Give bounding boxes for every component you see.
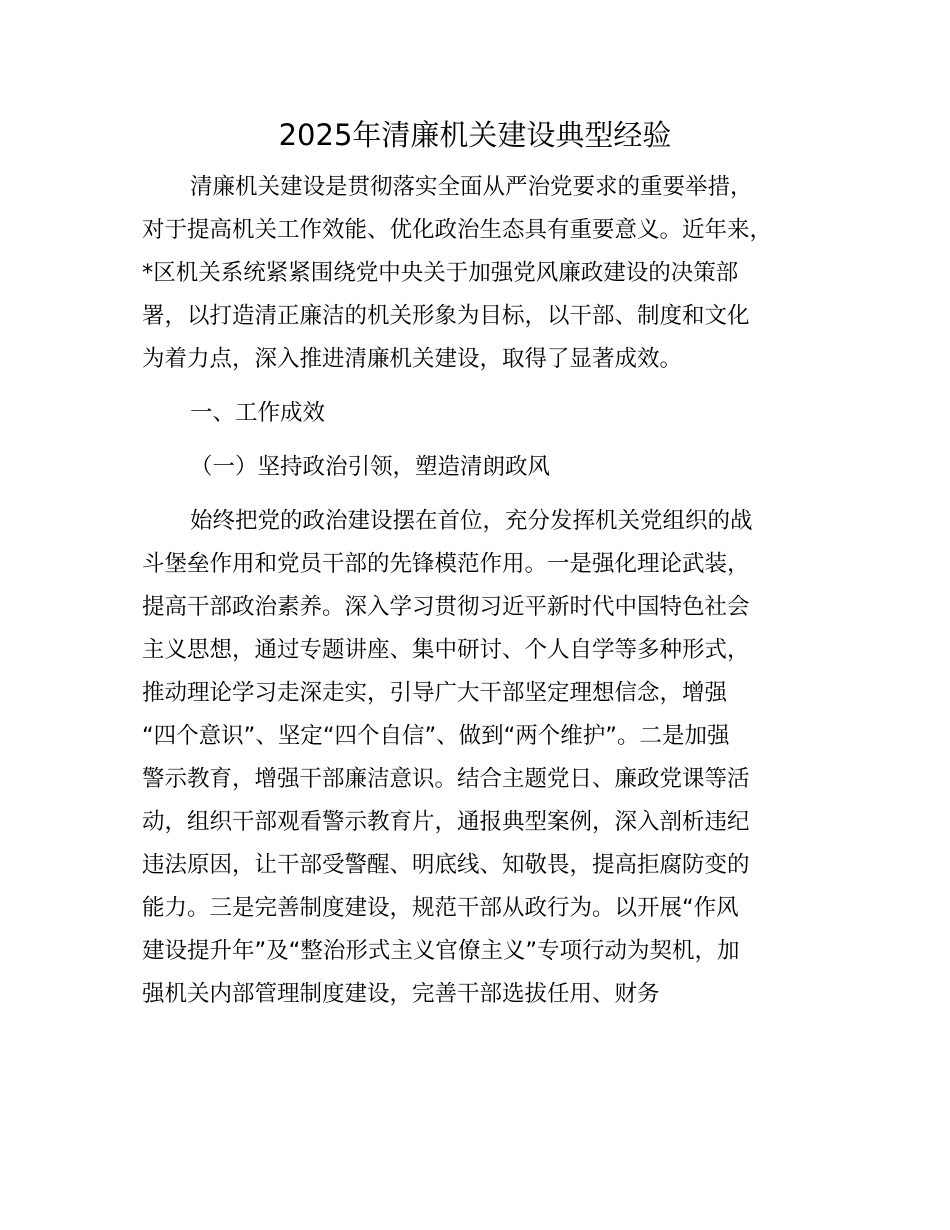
body-line-7: 警示教育，增强干部廉洁意识。结合主题党日、廉政党课等活 [142,766,750,792]
body-line-3: 提高干部政治素养。深入学习贯彻习近平新时代中国特色社会 [142,594,750,620]
intro-line-2: 对于提高机关工作效能、优化政治生态具有重要意义。近年来， [142,217,773,243]
section-heading: 一、工作成效 [190,400,326,426]
body-line-9: 违法原因，让干部受警醒、明底线、知敬畏，提高拒腐防变的 [142,852,750,878]
body-line-11: 建设提升年”及“整治形式主义官僚主义”专项行动为契机，加 [142,938,740,964]
body-line-1: 始终把党的政治建设摆在首位，充分发挥机关党组织的战 [190,508,753,534]
body-line-2: 斗堡垒作用和党员干部的先锋模范作用。一是强化理论武装， [142,551,750,577]
intro-line-1: 清廉机关建设是贯彻落实全面从严治党要求的重要举措， [190,174,753,200]
intro-line-3: *区机关系统紧紧围绕党中央关于加强党风廉政建设的决策部 [142,260,739,286]
body-line-8: 动，组织干部观看警示教育片，通报典型案例，深入剖析违纪 [142,809,750,835]
body-line-5: 推动理论学习走深走实，引导广大干部坚定理想信念，增强 [142,680,728,706]
subsection-heading: （一）坚持政治引领，塑造清朗政风 [190,454,551,480]
intro-line-5: 为着力点，深入推进清廉机关建设，取得了显著成效。 [142,346,683,372]
document-title: 2025年清廉机关建设典型经验 [278,118,672,152]
intro-line-4: 署，以打造清正廉洁的机关形象为目标，以干部、制度和文化 [142,303,750,329]
body-line-10: 能力。三是完善制度建设，规范干部从政行为。以开展“作风 [142,895,739,921]
body-line-12: 强机关内部管理制度建设，完善干部选拔任用、财务 [142,981,660,1007]
body-line-4: 主义思想，通过专题讲座、集中研讨、个人自学等多种形式， [142,637,750,663]
body-line-6: “四个意识”、坚定“四个自信”、做到“两个维护”。二是加强 [142,723,730,749]
